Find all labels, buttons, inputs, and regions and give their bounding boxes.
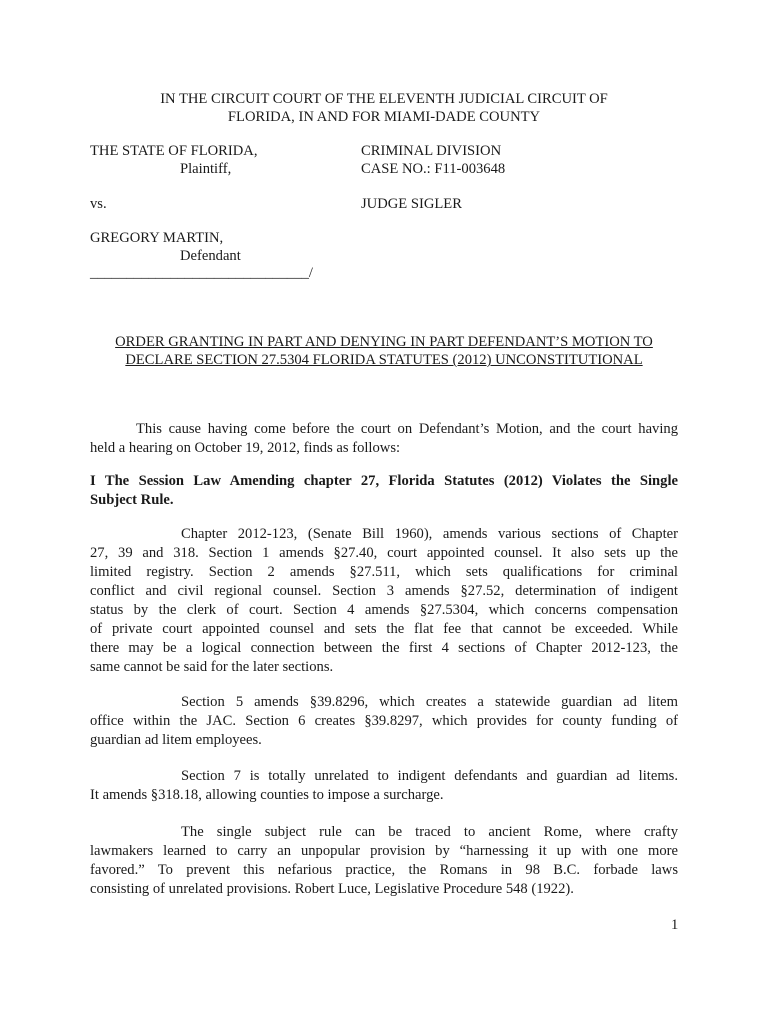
heading-line: I The Session Law Amending chapter 27, Florida Statutes (2012) Violates the Single — [90, 473, 678, 489]
paragraph-line: status by the clerk of court. Section 4 amends §27.5304, which concerns compensation — [90, 602, 678, 618]
order-title-line2: DECLARE SECTION 27.5304 FLORIDA STATUTES (2012) UNCONSTITUTIONAL — [125, 352, 643, 368]
order-title-line1: ORDER GRANTING IN PART AND DENYING IN PART DEFENDANT’S MOTION TO — [115, 334, 653, 350]
court-heading-line1: IN THE CIRCUIT COURT OF THE ELEVENTH JUDICIAL CIRCUIT OF — [160, 91, 608, 107]
paragraph-line: office within the JAC. Section 6 creates §39.8297, which provides for county funding of — [90, 713, 678, 729]
paragraph-line: 27, 39 and 318. Section 1 amends §27.40, court appointed counsel. It also sets up the — [90, 545, 678, 561]
case-number: CASE NO.: F11-003648 — [361, 161, 506, 177]
paragraph-line: lawmakers learned to carry an unpopular provision by “harnessing it up with one more — [90, 843, 678, 859]
paragraph-line: conflict and civil regional counsel. Section 3 amends §27.52, determination of indigent — [90, 583, 678, 599]
page-number: 1 — [671, 917, 679, 933]
intro-paragraph — [90, 420, 678, 458]
paragraph-single-subject-rule — [90, 823, 678, 899]
section-heading-i — [90, 472, 678, 510]
paragraph-line: there may be a logical connection between the first 4 sections of Chapter 2012-123, the — [90, 640, 678, 656]
paragraph-section-7 — [90, 767, 678, 805]
plaintiff-name: THE STATE OF FLORIDA, — [90, 143, 258, 159]
paragraph-chapter-2012-123 — [90, 525, 678, 677]
paragraph-section-5-6 — [90, 693, 678, 750]
heading-line: Subject Rule. — [90, 492, 174, 508]
court-heading-line2: FLORIDA, IN AND FOR MIAMI-DADE COUNTY — [227, 109, 541, 125]
defendant-role: Defendant — [180, 248, 241, 264]
paragraph-line: favored.” To prevent this nefarious practice, the Romans in 98 B.C. forbade laws — [90, 862, 678, 878]
intro-line: This cause having come before the court on Defendant’s Motion, and the court having — [136, 421, 678, 437]
division-label: CRIMINAL DIVISION — [361, 143, 502, 159]
paragraph-line: The single subject rule can be traced to ancient Rome, where crafty — [181, 824, 678, 840]
judge-name: JUDGE SIGLER — [361, 196, 462, 212]
paragraph-line: Section 7 is totally unrelated to indigent defendants and guardian ad litems. — [181, 768, 678, 784]
paragraph-line: same cannot be said for the later sections. — [90, 659, 334, 675]
paragraph-line: Chapter 2012-123, (Senate Bill 1960), amends various sections of Chapter — [181, 526, 678, 542]
caption-signature-rule: ______________________________/ — [90, 265, 313, 281]
paragraph-line: guardian ad litem employees. — [90, 732, 262, 748]
defendant-name: GREGORY MARTIN, — [90, 230, 224, 246]
paragraph-line: Section 5 amends §39.8296, which creates a statewide guardian ad litem — [181, 694, 678, 710]
paragraph-line: limited registry. Section 2 amends §27.511, which sets qualifications for criminal — [90, 564, 678, 580]
intro-line: held a hearing on October 19, 2012, finds as follows: — [90, 440, 401, 456]
paragraph-line: It amends §318.18, allowing counties to impose a surcharge. — [90, 787, 444, 803]
paragraph-line: consisting of unrelated provisions. Robert Luce, Legislative Procedure 548 (1922). — [90, 881, 574, 897]
plaintiff-role: Plaintiff, — [180, 161, 232, 177]
paragraph-line: of private court appointed counsel and sets the flat fee that cannot be exceeded. While — [90, 621, 678, 637]
versus-label: vs. — [90, 196, 107, 212]
